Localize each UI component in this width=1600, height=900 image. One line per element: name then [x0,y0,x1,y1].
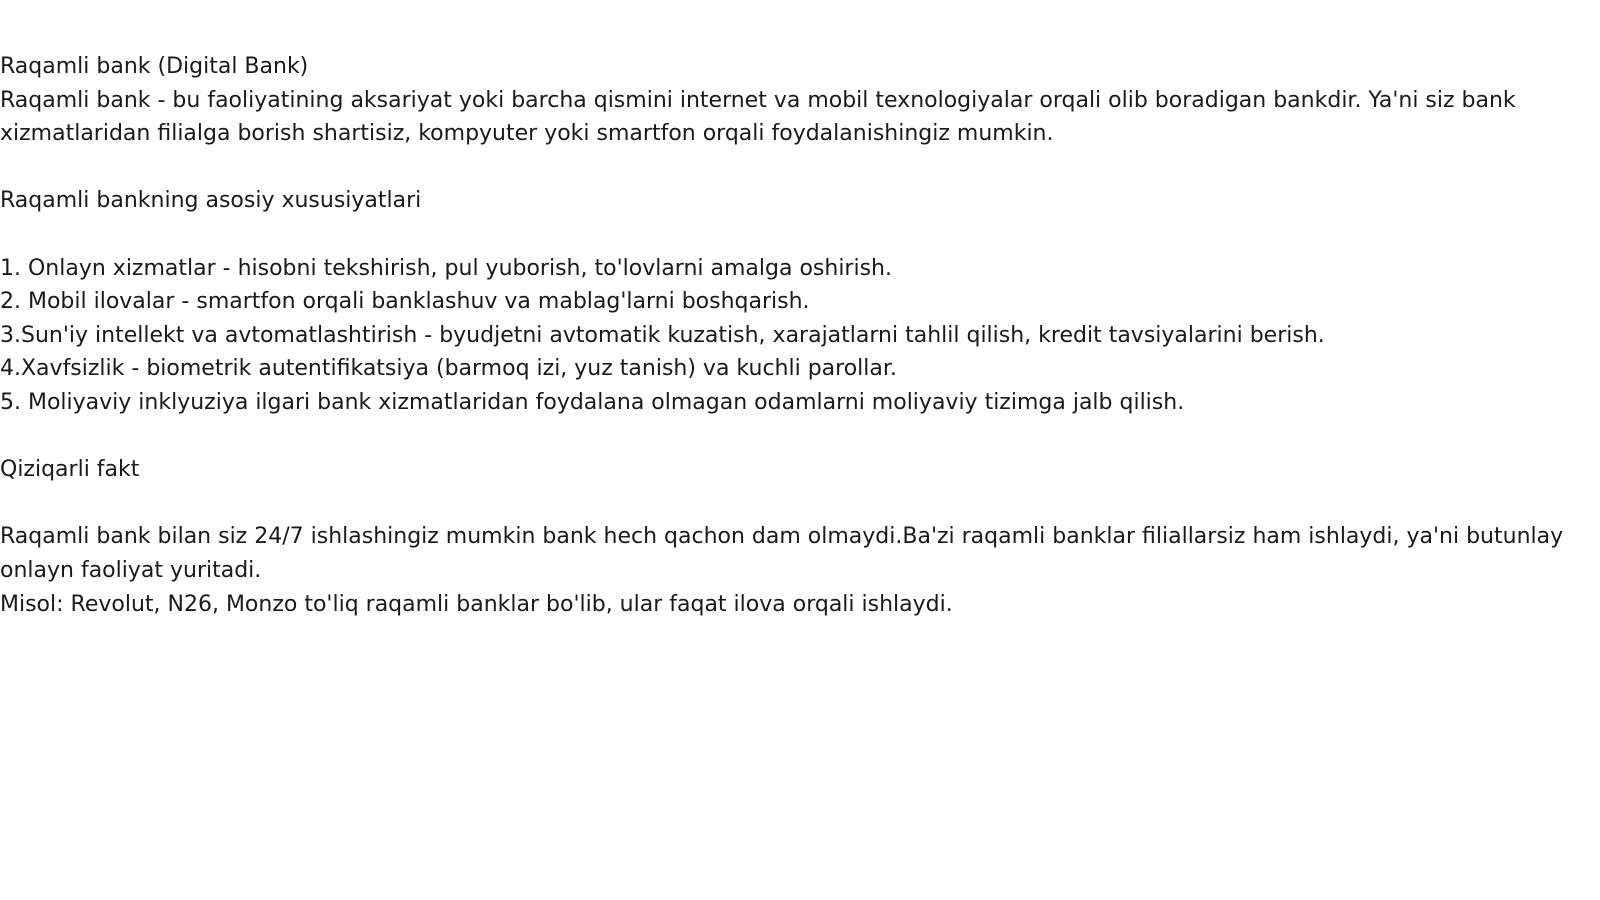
example-line: Misol: Revolut, N26, Monzo to'liq raqamli banklar bo'lib, ular faqat ilova orqali ishlaydi. [0,591,953,617]
fact-line: onlayn faoliyat yuritadi. [0,557,262,583]
fact-line: Raqamli bank bilan siz 24/7 ishlashingiz mumkin bank hech qachon dam olmaydi.Ba'zi raqamli banklar filiallarsiz ham ishlaydi, ya'ni butunlay [0,524,1564,550]
paragraph-spacer [0,420,1585,454]
feature-item: 3.Sun'iy intellekt va avtomatlashtirish - byudjetni avtomatik kuzatish, xarajatlarni tahlil qilish, kredit tavsiyalarini berish. [0,322,1325,348]
intro-line: xizmatlaridan filialga borish shartisiz, kompyuter yoki smartfon orqali foydalanishingiz mumkin. [0,121,1054,147]
paragraph-spacer [0,218,1585,252]
fact-heading: Qiziqarli fakt [0,457,140,483]
intro-line: Raqamli bank - bu faoliyatining aksariyat yoki barcha qismini internet va mobil texnologiyalar orqali olib boradigan bankdir. Ya'ni siz bank [0,87,1516,113]
paragraph-spacer [0,151,1585,185]
document-title: Raqamli bank (Digital Bank) [0,54,309,79]
document-body [0,50,1585,621]
features-heading: Raqamli bankning asosiy xususiyatlari [0,188,422,214]
feature-item: 1. Onlayn xizmatlar - hisobni tekshirish, pul yuborish, to'lovlarni amalga oshirish. [0,255,892,281]
paragraph-spacer [0,487,1585,521]
feature-item: 2. Mobil ilovalar - smartfon orqali banklashuv va mablag'larni boshqarish. [0,289,810,315]
feature-item: 5. Moliyaviy inklyuziya ilgari bank xizmatlaridan foydalana olmagan odamlarni moliyaviy tizimga jalb qilish. [0,389,1185,415]
feature-item: 4.Xavfsizlik - biometrik autentifikatsiya (barmoq izi, yuz tanish) va kuchli parollar. [0,356,897,382]
